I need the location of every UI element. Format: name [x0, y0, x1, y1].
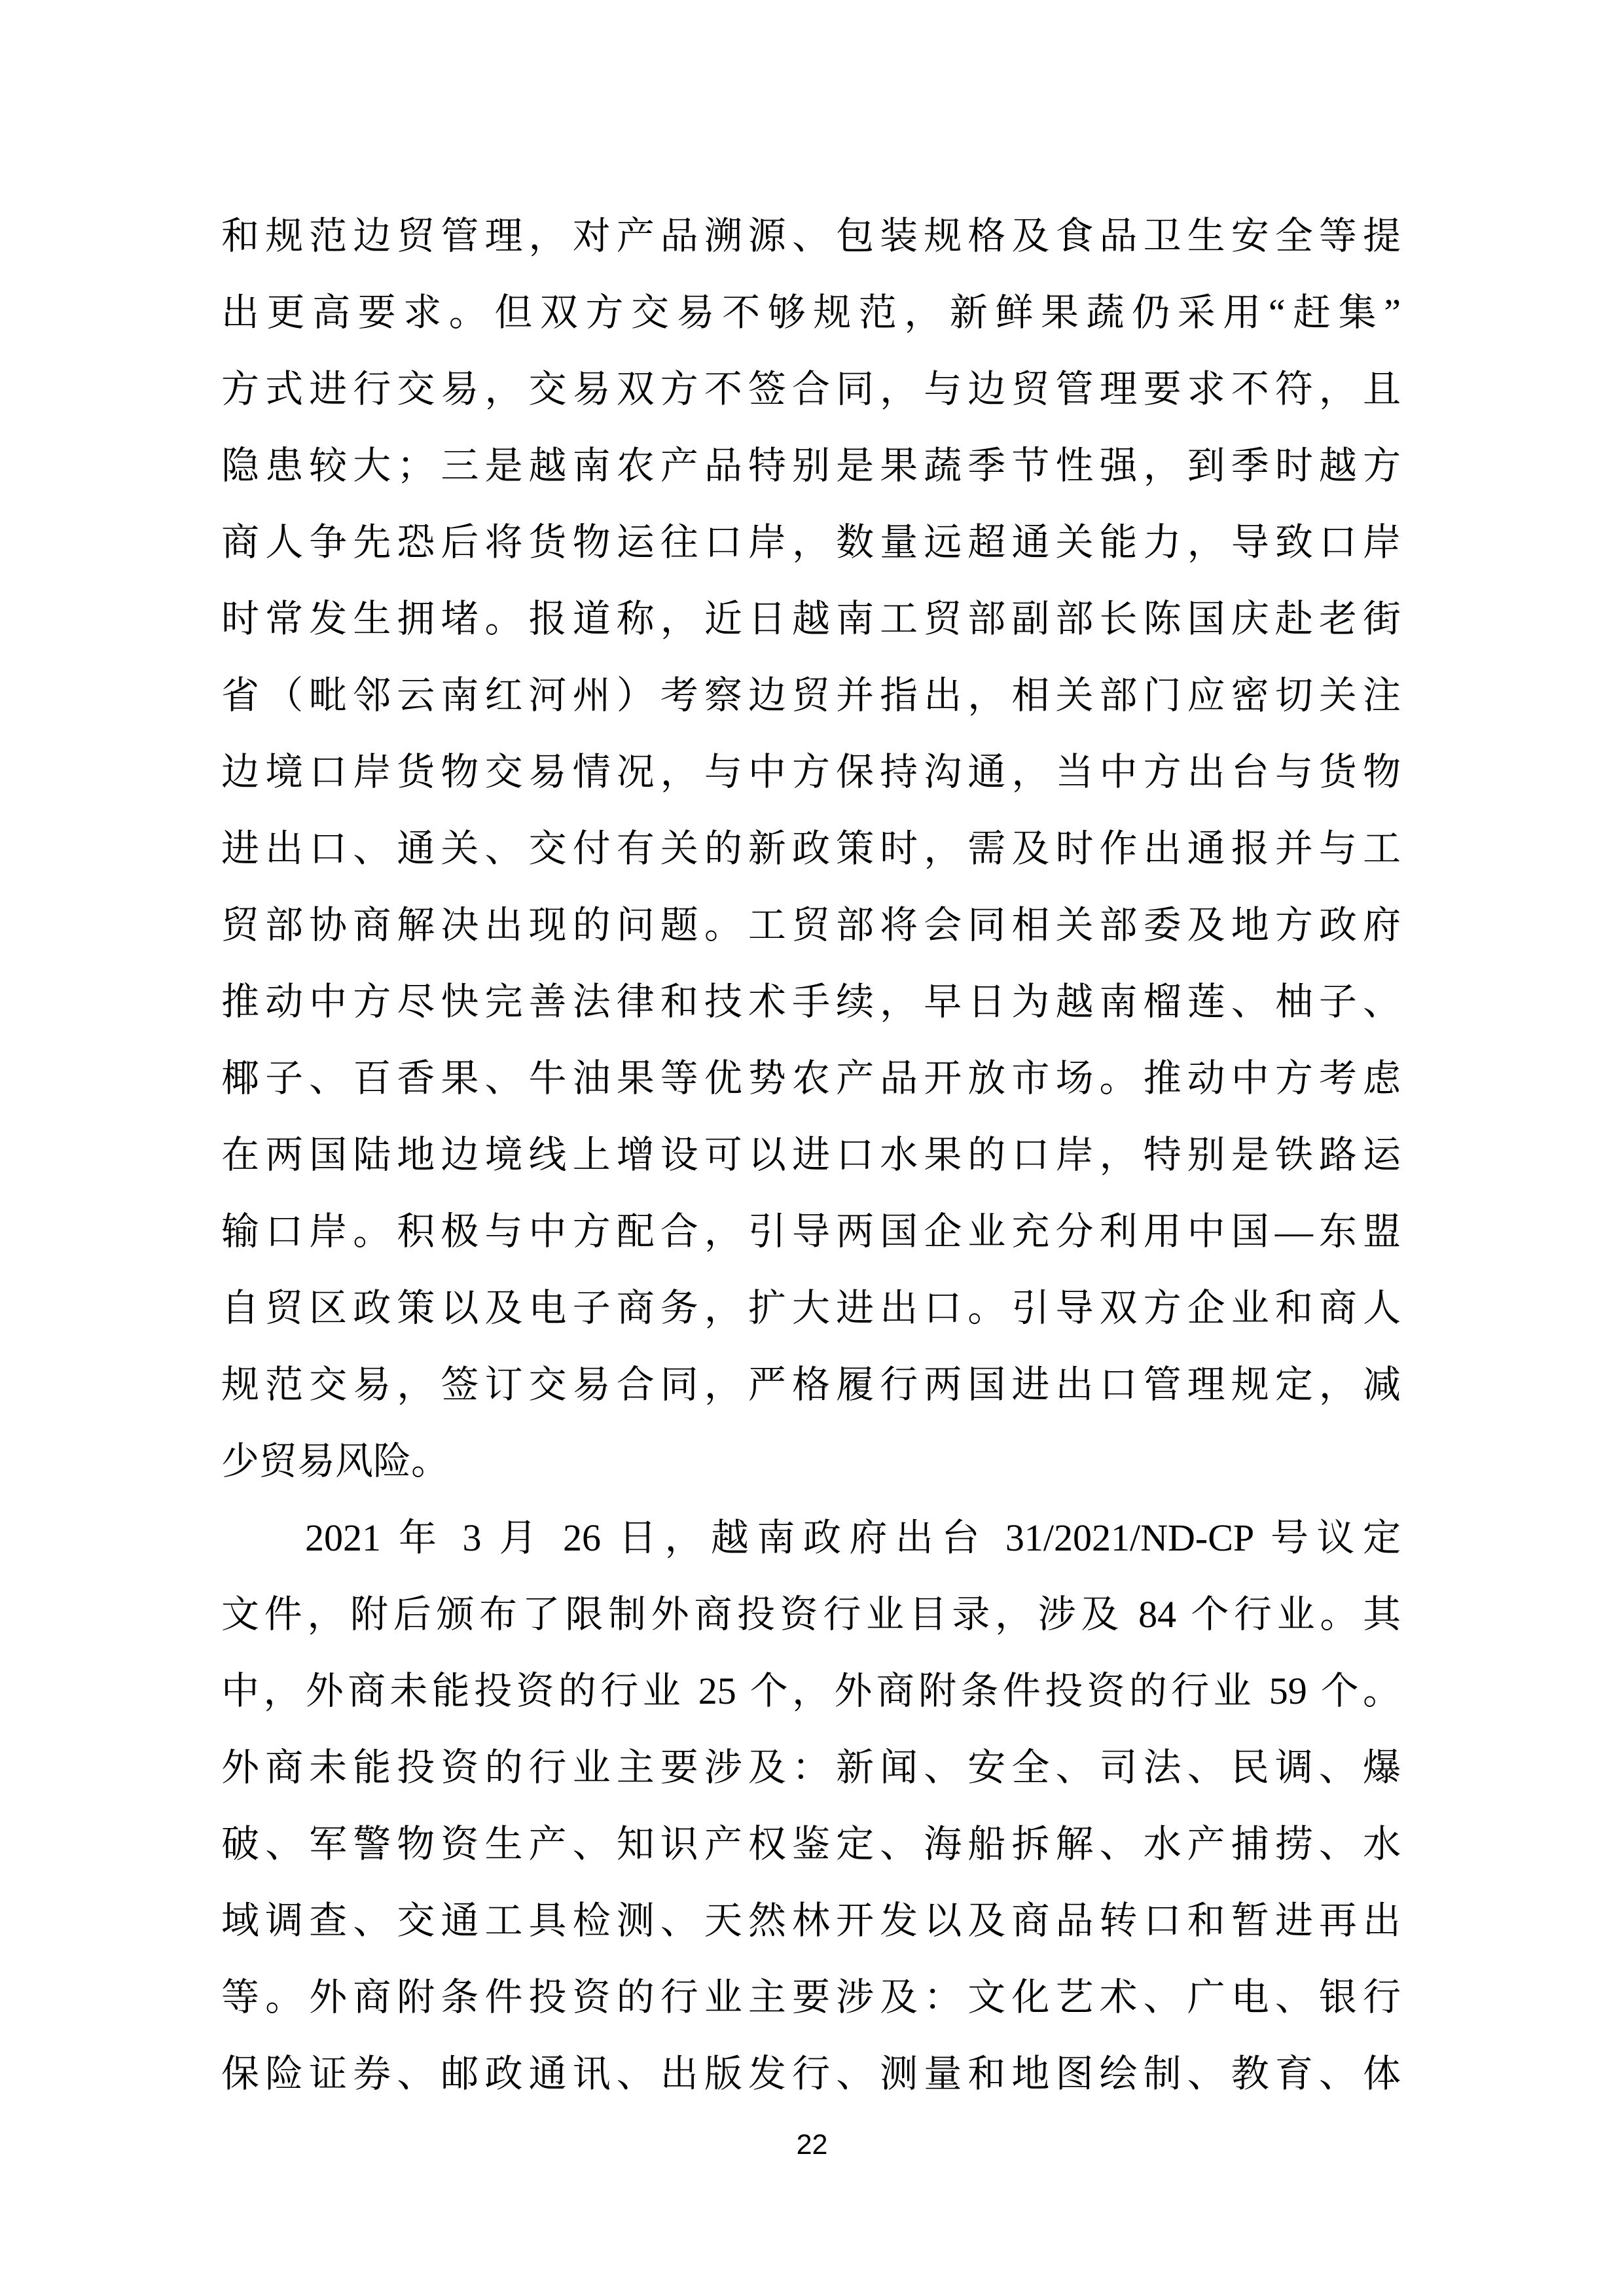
text-line: 推动中方尽快完善法律和技术手续，早日为越南榴莲、柚子、 — [221, 980, 1401, 1023]
text-line: 破、军警物资生产、知识产权鉴定、海船拆解、水产捕捞、水 — [221, 1823, 1401, 1865]
text-line: 商人争先恐后将货物运往口岸，数量远超通关能力，导致口岸 — [221, 521, 1401, 564]
text-line: 和规范边贸管理，对产品溯源、包装规格及食品卫生安全等提 — [221, 215, 1401, 257]
text-line: 进出口、通关、交付有关的新政策时，需及时作出通报并与工 — [221, 827, 1401, 870]
text-line: 少贸易风险。 — [221, 1440, 450, 1482]
text-line: 输口岸。积极与中方配合，引导两国企业充分利用中国—东盟 — [221, 1210, 1401, 1253]
text-line: 外商未能投资的行业主要涉及：新闻、安全、司法、民调、爆 — [221, 1746, 1401, 1789]
text-line: 在两国陆地边境线上增设可以进口水果的口岸，特别是铁路运 — [221, 1134, 1401, 1176]
text-line: 省（毗邻云南红河州）考察边贸并指出，相关部门应密切关注 — [221, 674, 1401, 717]
text-line: 域调查、交通工具检测、天然林开发以及商品转口和暂进再出 — [221, 1899, 1401, 1942]
text-block — [221, 198, 1401, 2112]
text-line: 规范交易，签订交易合同，严格履行两国进出口管理规定，减 — [221, 1363, 1401, 1406]
page-number: 22 — [796, 2129, 828, 2161]
text-line: 保险证券、邮政通讯、出版发行、测量和地图绘制、教育、体 — [221, 2053, 1401, 2095]
text-line: 方式进行交易，交易双方不签合同，与边贸管理要求不符，且 — [221, 368, 1401, 410]
text-line: 中，外商未能投资的行业 25 个，外商附条件投资的行业 59 个。 — [221, 1670, 1401, 1712]
text-line: 贸部协商解决出现的问题。工贸部将会同相关部委及地方政府 — [221, 904, 1401, 946]
text-line: 2021 年 3 月 26 日，越南政府出台 31/2021/ND-CP 号议定 — [305, 1516, 1401, 1559]
text-line: 隐患较大；三是越南农产品特别是果蔬季节性强，到季时越方 — [221, 444, 1401, 487]
text-line: 文件，附后颁布了限制外商投资行业目录，涉及 84 个行业。其 — [221, 1593, 1401, 1636]
text-line: 等。外商附条件投资的行业主要涉及：文化艺术、广电、银行 — [221, 1976, 1401, 2018]
text-line: 出更高要求。但双方交易不够规范，新鲜果蔬仍采用“赶集” — [221, 291, 1401, 334]
text-line: 椰子、百香果、牛油果等优势农产品开放市场。推动中方考虑 — [221, 1057, 1401, 1100]
text-line: 自贸区政策以及电子商务，扩大进出口。引导双方企业和商人 — [221, 1287, 1401, 1329]
text-line: 时常发生拥堵。报道称，近日越南工贸部副部长陈国庆赴老街 — [221, 598, 1401, 640]
text-line: 边境口岸货物交易情况，与中方保持沟通，当中方出台与货物 — [221, 751, 1401, 793]
